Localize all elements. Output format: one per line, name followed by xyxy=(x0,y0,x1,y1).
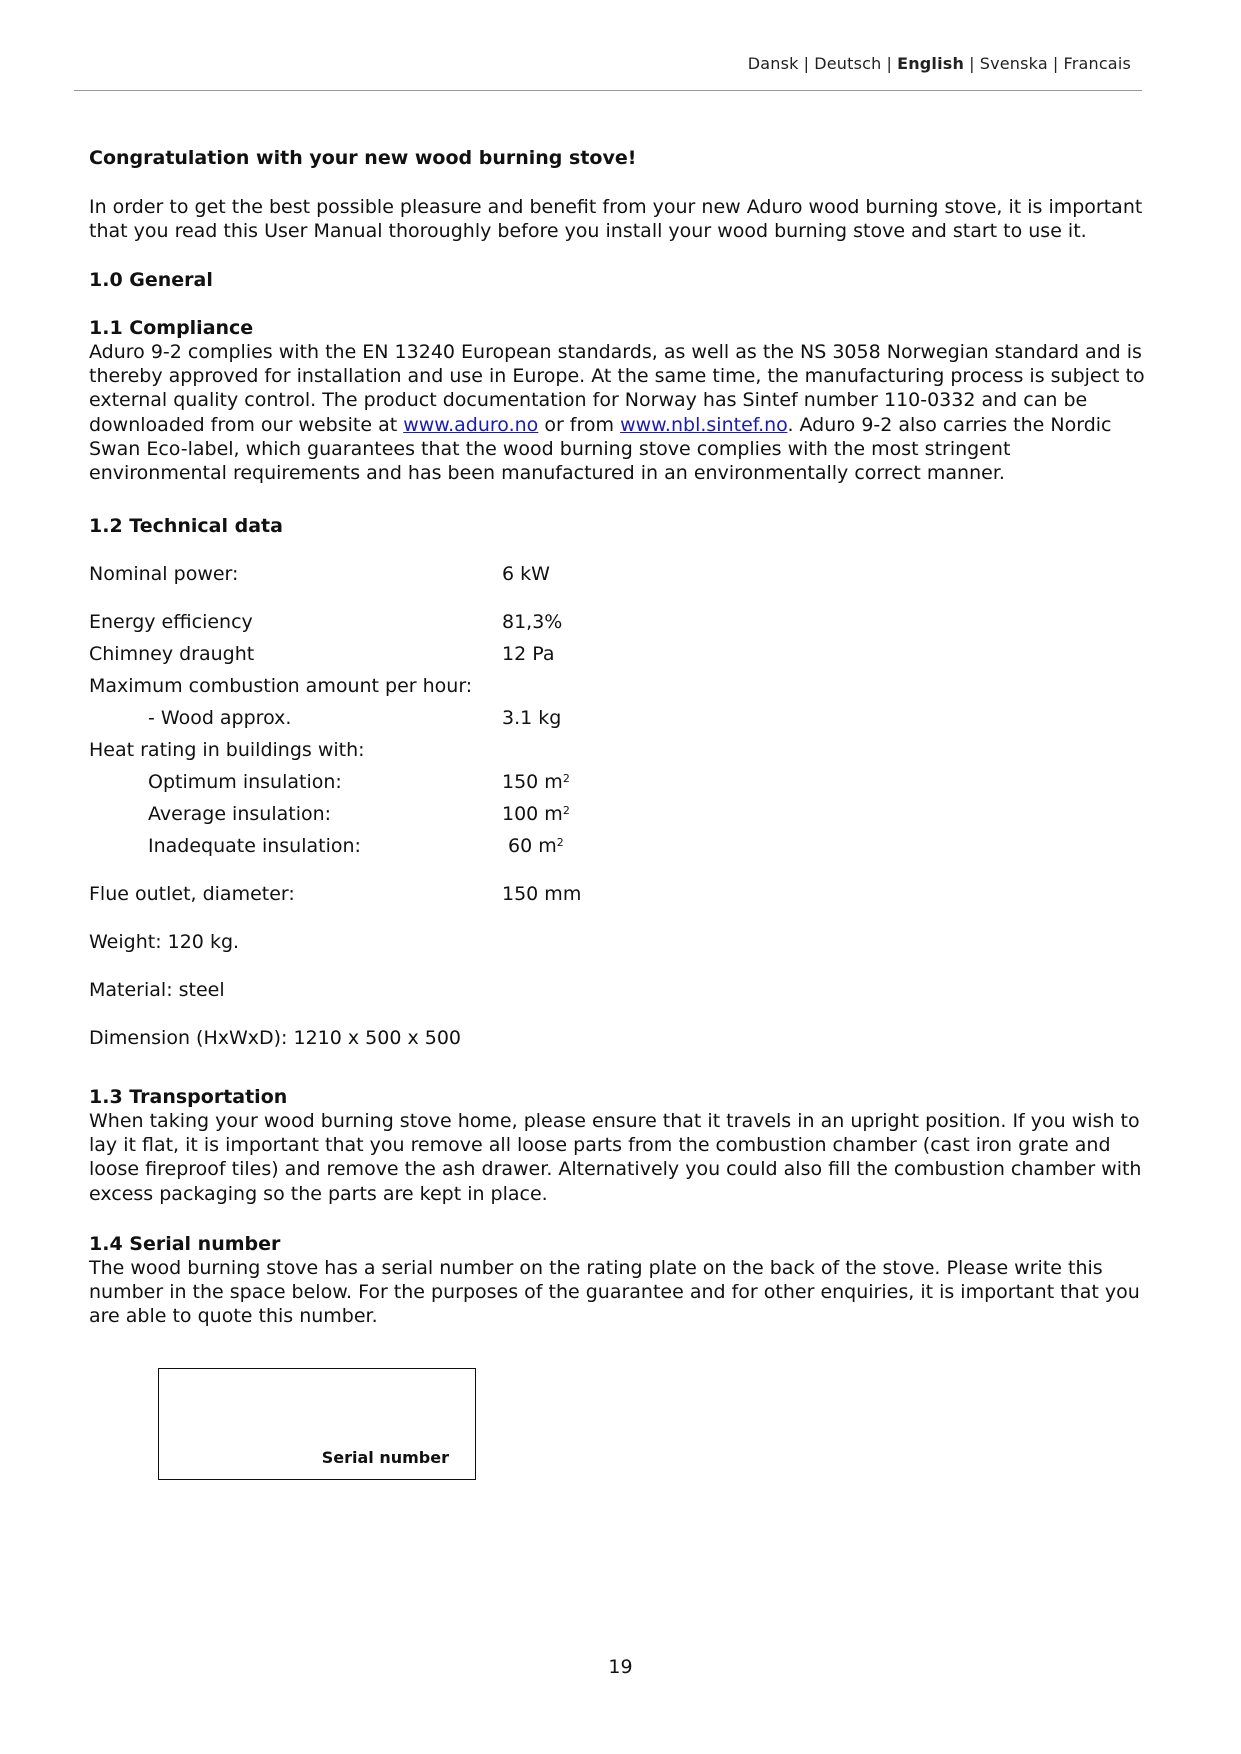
serial-number-box xyxy=(158,1368,476,1480)
spec-value xyxy=(502,802,570,826)
lang-francais[interactable]: Francais xyxy=(1063,54,1131,73)
lang-separator: | xyxy=(969,54,975,73)
lang-dansk[interactable]: Dansk xyxy=(747,54,799,73)
spec-label: Average insulation: xyxy=(148,803,332,825)
superscript: 2 xyxy=(556,836,564,849)
spec-max-combustion xyxy=(89,674,789,698)
spec-average-insulation xyxy=(89,802,789,826)
superscript: 2 xyxy=(562,772,570,785)
aduro-link[interactable]: www.aduro.no xyxy=(403,413,539,436)
lang-separator: | xyxy=(803,54,810,73)
lang-deutsch[interactable]: Deutsch xyxy=(814,54,882,73)
spec-dimension xyxy=(89,1026,789,1050)
serial-number-paragraph: The wood burning stove has a serial number on the rating plate on the back of the stove. Please write this number in the space below. For the purposes of the guarantee and for other enquiries, it is important that you are able to quote this number. xyxy=(89,1257,1140,1328)
spec-label: Dimension (HxWxD): 1210 x 500 x 500 xyxy=(89,1027,462,1049)
transportation-paragraph: When taking your wood burning stove home, please ensure that it travels in an upright position. If you wish to lay it flat, it is important that you remove all loose parts from the combustion chamber (cast iron grate and loose fireproof tiles) and remove the ash drawer. Alternatively you could also fill the combustion chamber with excess packaging so the parts are kept in place. xyxy=(89,1110,1142,1205)
spec-label: Flue outlet, diameter: xyxy=(89,883,295,905)
compliance-paragraph xyxy=(89,340,1149,485)
spec-label: Energy efficiency xyxy=(89,611,253,633)
compliance-text-1: Aduro 9-2 complies with the EN 13240 European standards, as well as the NS 3058 Norwegian standard and is thereby approved for installation and use in Europe. At the same time, the manufacturing process is subject to external quality control. The product documentation for Norway has Sintef number 110-0332 and can be downloaded from our website at xyxy=(89,341,1145,436)
compliance-heading: 1.1 Compliance xyxy=(89,317,254,339)
spec-value xyxy=(508,834,564,858)
spec-chimney-draught xyxy=(89,642,789,666)
spec-nominal-power xyxy=(89,562,789,586)
compliance-text-2: or from xyxy=(538,413,621,436)
serial-number-label: Serial number xyxy=(321,1448,449,1467)
spec-energy-efficiency xyxy=(89,610,789,634)
header-divider xyxy=(74,90,1142,91)
spec-value: 12 Pa xyxy=(502,643,555,665)
intro-title: Congratulation with your new wood burning stove! xyxy=(89,147,637,169)
spec-label: Inadequate insulation: xyxy=(148,835,361,857)
area-value: 100 m xyxy=(502,803,563,825)
language-selector xyxy=(748,54,1131,73)
spec-heat-rating xyxy=(89,738,789,762)
area-value: 60 m xyxy=(508,835,557,857)
area-value: 150 m xyxy=(502,771,563,793)
lang-svenska[interactable]: Svenska xyxy=(979,54,1048,73)
spec-label: Heat rating in buildings with: xyxy=(89,739,365,761)
sintef-link[interactable]: www.nbl.sintef.no xyxy=(620,413,788,436)
spec-label: Chimney draught xyxy=(89,643,255,665)
spec-value: 81,3% xyxy=(502,611,563,633)
spec-label: Nominal power: xyxy=(89,563,239,585)
spec-value xyxy=(502,770,570,794)
spec-value: 3.1 kg xyxy=(502,707,562,729)
spec-value: 150 mm xyxy=(502,883,582,905)
spec-label: Optimum insulation: xyxy=(148,771,342,793)
spec-label: - Wood approx. xyxy=(148,707,292,729)
lang-english[interactable]: English xyxy=(897,54,965,73)
lang-separator: | xyxy=(1052,54,1059,73)
spec-material xyxy=(89,978,789,1002)
spec-optimum-insulation xyxy=(89,770,789,794)
transportation-heading: 1.3 Transportation xyxy=(89,1086,288,1108)
intro-paragraph: In order to get the best possible pleasure and benefit from your new Aduro wood burning stove, it is important that you read this User Manual thoroughly before you install your wood burning stove and start to use it. xyxy=(89,196,1143,243)
technical-data-heading: 1.2 Technical data xyxy=(89,515,283,537)
serial-number-heading: 1.4 Serial number xyxy=(89,1233,281,1255)
spec-label: Weight: 120 kg. xyxy=(89,931,240,953)
spec-label: Material: steel xyxy=(89,979,225,1001)
lang-separator: | xyxy=(886,54,893,73)
spec-wood xyxy=(89,706,789,730)
page-number: 19 xyxy=(608,1656,633,1678)
spec-flue-outlet xyxy=(89,882,789,906)
spec-inadequate-insulation xyxy=(89,834,789,858)
spec-value: 6 kW xyxy=(502,563,550,585)
spec-label: Maximum combustion amount per hour: xyxy=(89,675,473,697)
superscript: 2 xyxy=(562,804,570,817)
spec-weight xyxy=(89,930,789,954)
general-heading: 1.0 General xyxy=(89,269,213,291)
compliance-text-3: . Aduro 9-2 also carries the Nordic Swan Eco-label, which guarantees that the wood burning stove complies with the most stringent environmental requirements and has been manufactured in an environmentally correct manner. xyxy=(89,413,1112,485)
